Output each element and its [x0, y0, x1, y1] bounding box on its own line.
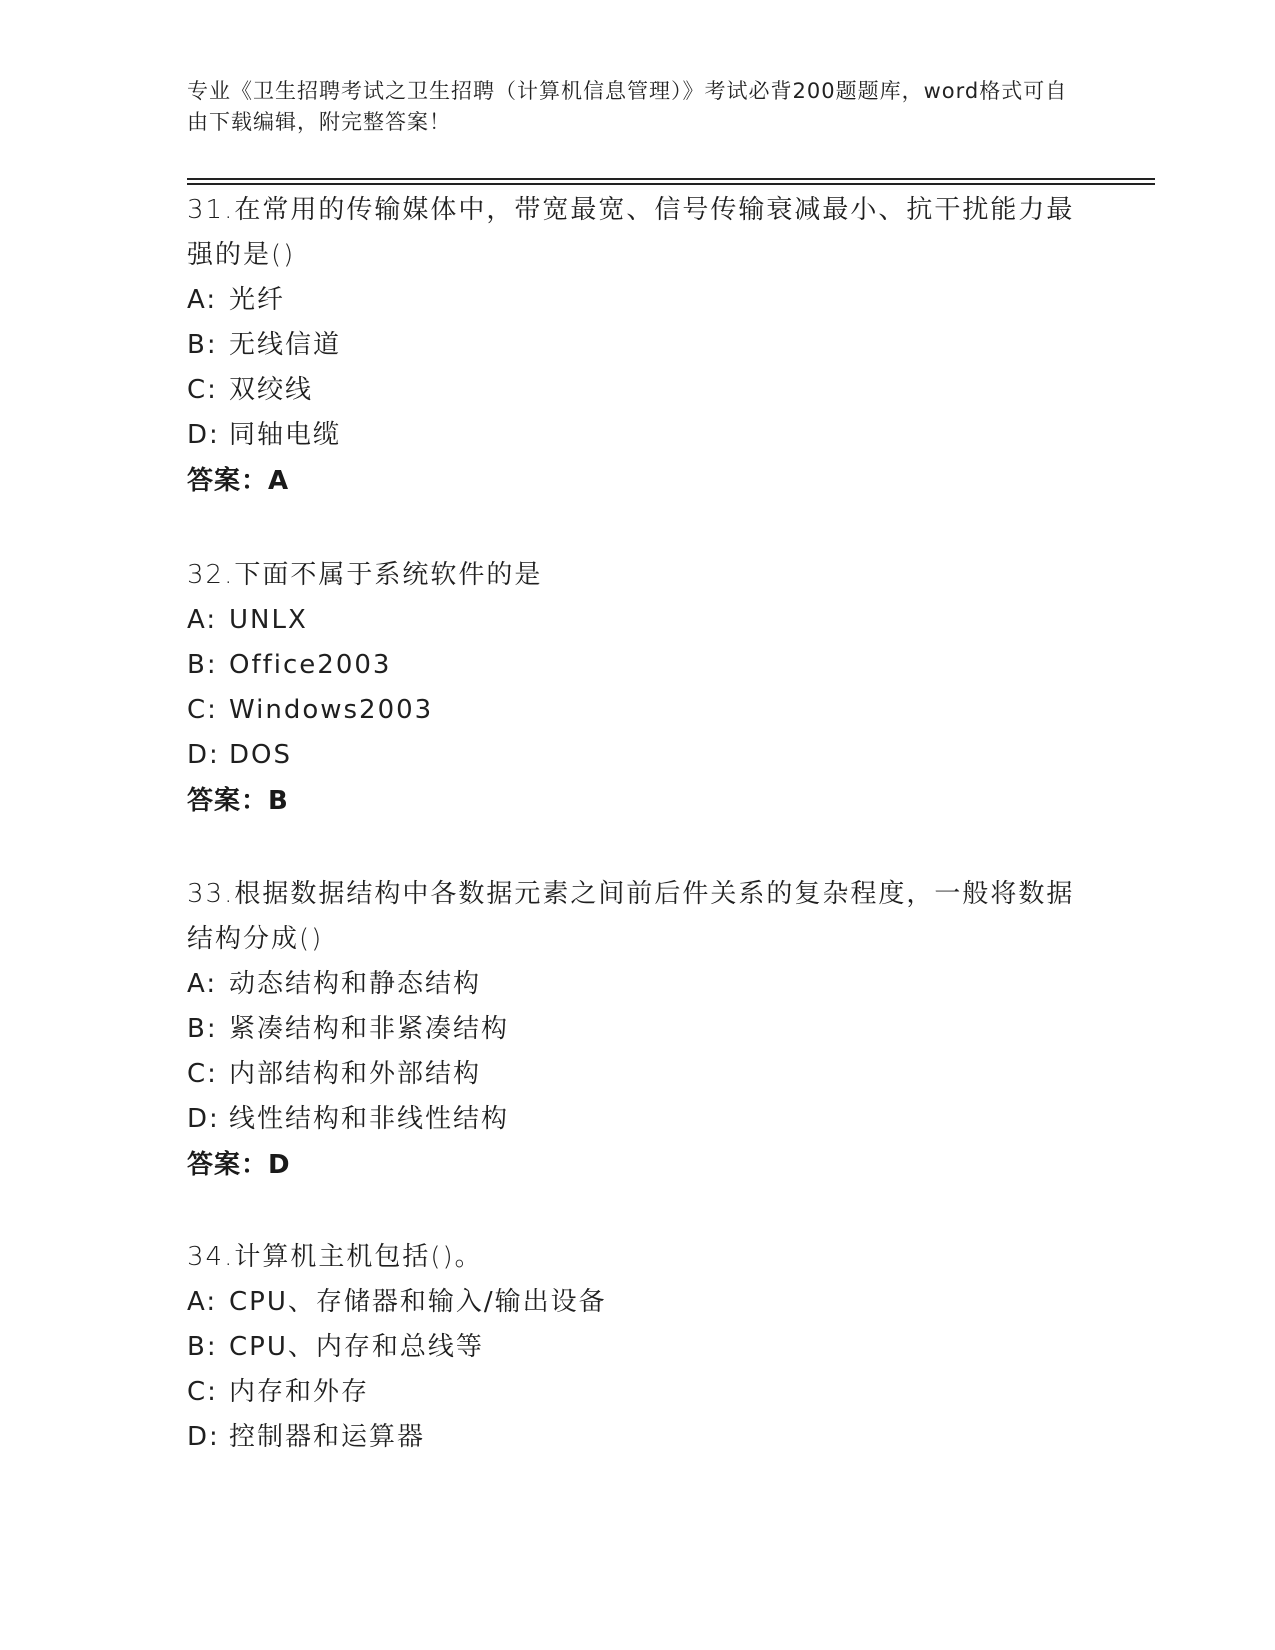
question-32	[187, 553, 1087, 824]
option-c	[187, 1370, 1087, 1415]
option-key: D:	[187, 1104, 220, 1134]
option-text: CPU、存储器和输入/输出设备	[229, 1287, 607, 1317]
question-33	[187, 872, 1087, 1188]
option-key: A:	[187, 969, 218, 999]
option-a	[187, 278, 1087, 323]
option-text: 光纤	[229, 285, 286, 315]
option-a	[187, 1280, 1087, 1325]
question-31	[187, 188, 1087, 504]
option-text: 线性结构和非线性结构	[229, 1104, 510, 1134]
option-text: CPU、内存和总线等	[229, 1332, 484, 1362]
option-a	[187, 962, 1087, 1007]
option-d	[187, 733, 1087, 778]
option-key: A:	[187, 285, 218, 315]
question-stem: 34.计算机主机包括()。	[187, 1242, 483, 1272]
option-text: Windows2003	[229, 695, 434, 725]
option-c	[187, 1052, 1087, 1097]
option-key: A:	[187, 1287, 218, 1317]
option-key: D:	[187, 740, 220, 770]
header-divider-bottom	[187, 183, 1155, 185]
option-key: D:	[187, 1422, 220, 1452]
option-key: A:	[187, 605, 218, 635]
option-b	[187, 1325, 1087, 1370]
option-c	[187, 688, 1087, 733]
option-c	[187, 368, 1087, 413]
option-d	[187, 1415, 1087, 1460]
option-text: 双绞线	[229, 375, 314, 405]
option-b	[187, 643, 1087, 688]
header-divider-top	[187, 178, 1155, 180]
option-a	[187, 598, 1087, 643]
question-stem: 31.在常用的传输媒体中，带宽最宽、信号传输衰减最小、抗干扰能力最强的是()	[187, 195, 1075, 270]
option-text: UNLX	[229, 605, 308, 635]
option-d	[187, 413, 1087, 458]
option-key: C:	[187, 1377, 218, 1407]
document-intro: 专业《卫生招聘考试之卫生招聘（计算机信息管理）》考试必背200题题库，word格式可自由下载编辑，附完整答案！	[187, 79, 1068, 134]
question-stem: 32.下面不属于系统软件的是	[187, 560, 543, 590]
option-key: C:	[187, 1059, 218, 1089]
option-text: 紧凑结构和非紧凑结构	[229, 1014, 510, 1044]
option-text: Office2003	[229, 650, 392, 680]
option-key: D:	[187, 420, 220, 450]
option-key: B:	[187, 330, 218, 360]
option-key: C:	[187, 375, 218, 405]
option-b	[187, 323, 1087, 368]
option-key: B:	[187, 1332, 218, 1362]
question-stem: 33.根据数据结构中各数据元素之间前后件关系的复杂程度，一般将数据结构分成()	[187, 879, 1075, 954]
answer-line: 答案：B	[187, 786, 289, 816]
option-text: 同轴电缆	[229, 420, 342, 450]
option-b	[187, 1007, 1087, 1052]
option-text: 无线信道	[229, 330, 342, 360]
option-key: B:	[187, 1014, 218, 1044]
option-text: 内存和外存	[229, 1377, 370, 1407]
option-text: 控制器和运算器	[229, 1422, 426, 1452]
answer-line: 答案：A	[187, 466, 290, 496]
option-text: 动态结构和静态结构	[229, 969, 482, 999]
option-key: B:	[187, 650, 218, 680]
option-d	[187, 1097, 1087, 1142]
option-key: C:	[187, 695, 218, 725]
option-text: 内部结构和外部结构	[229, 1059, 482, 1089]
question-34	[187, 1235, 1087, 1460]
option-text: DOS	[229, 740, 292, 770]
answer-line: 答案：D	[187, 1150, 291, 1180]
